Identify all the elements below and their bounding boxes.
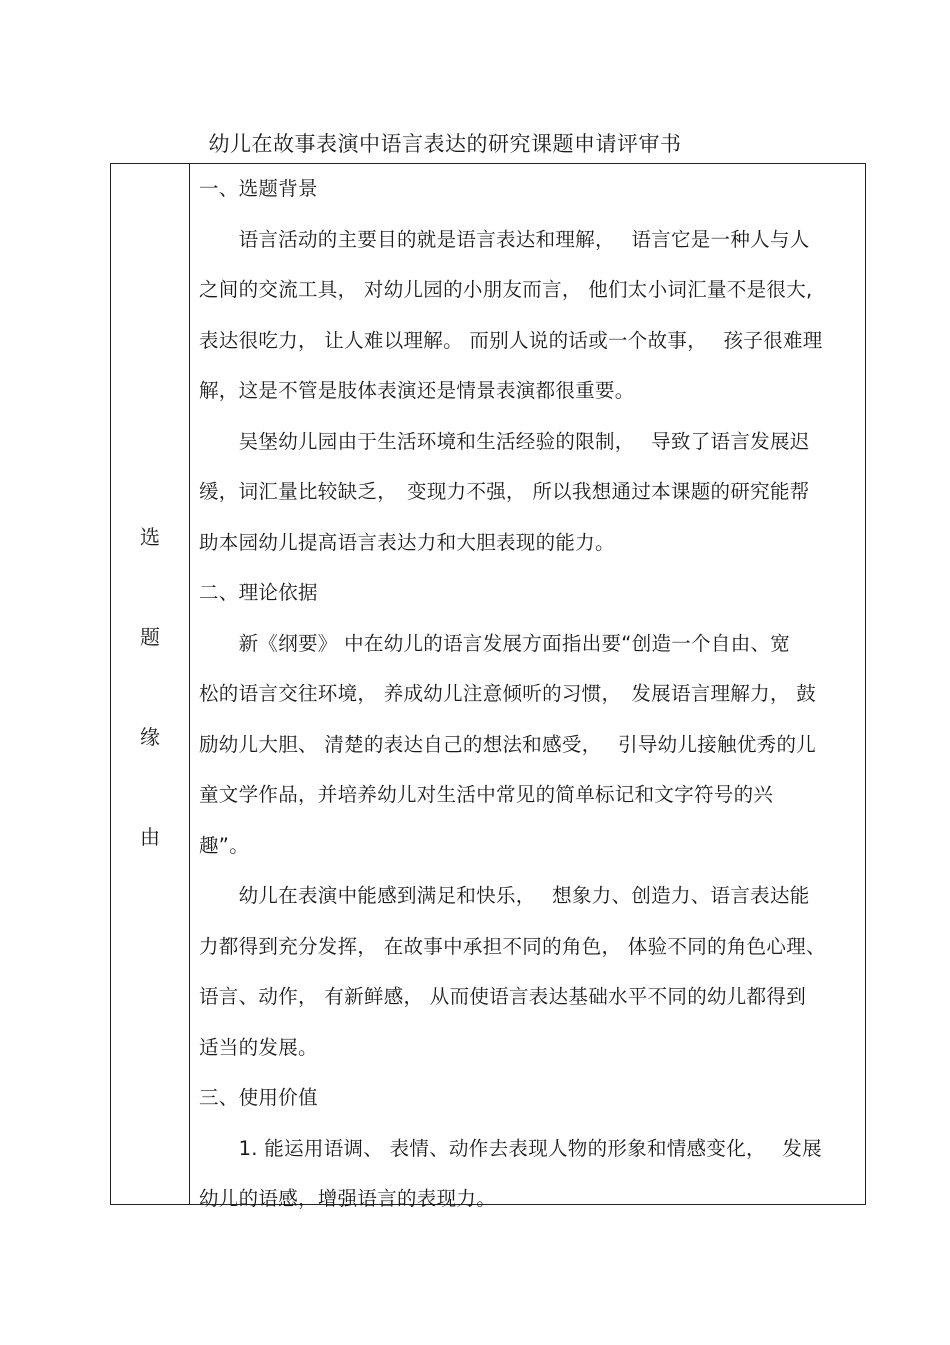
- text-line: 之间的交流工具， 对幼儿园的小朋友而言， 他们太小词汇量不是很大,: [199, 278, 813, 301]
- text-line: 表达很吃力， 让人难以理解。 而别人说的话或一个故事， 孩子很难理: [199, 328, 823, 352]
- text-line: 励幼儿大胆、 清楚的表达自己的想法和感受， 引导幼儿接触优秀的儿: [199, 732, 817, 756]
- text-line: 童文学作品，并培养幼儿对生活中常见的简单标记和文字符号的兴: [199, 783, 774, 806]
- column-divider: [189, 164, 190, 1204]
- text-line: 语言、动作， 有新鲜感， 从而使语言表达基础水平不同的幼儿都得到: [199, 985, 806, 1008]
- text-line: 解，这是不管是肢体表演还是情景表演都很重要。: [199, 379, 635, 402]
- text-line: 幼儿的语感，增强语言的表现力。: [199, 1187, 497, 1210]
- text-line: 力都得到充分发挥， 在故事中承担不同的角色， 体验不同的角色心理、: [199, 934, 826, 958]
- row-label-char-1: 选: [140, 525, 160, 549]
- document-title: 幼儿在故事表演中语言表达的研究课题申请评审书: [208, 132, 682, 156]
- text-line: 1. 能运用语调、 表情、动作去表现人物的形象和情感变化， 发展: [199, 1136, 822, 1160]
- text-line: 新《纲要》 中在幼儿的语言发展方面指出要“创造一个自由、宽: [199, 631, 791, 655]
- paragraph: [199, 619, 864, 872]
- text-line: 趣”。: [199, 833, 250, 857]
- row-label-char-2: 题: [140, 625, 160, 649]
- text-line: 松的语言交往环境， 养成幼儿注意倾听的习惯， 发展语言理解力， 鼓: [199, 682, 817, 705]
- text-line: 适当的发展。: [199, 1035, 318, 1059]
- paragraph: [199, 1124, 864, 1225]
- text-line: 语言活动的主要目的就是语言表达和理解， 语言它是一种人与人: [199, 227, 810, 251]
- row-label-char-4: 由: [140, 825, 160, 849]
- paragraph: [199, 215, 864, 417]
- text-line: 幼儿在表演中能感到满足和快乐， 想象力、创造力、语言表达能: [199, 884, 810, 907]
- table-content: [199, 164, 864, 1225]
- paragraph: [199, 871, 864, 1073]
- text-line: 助本园幼儿提高语言表达力和大胆表现的能力。: [199, 530, 615, 554]
- text-line: 吴堡幼儿园由于生活环境和生活经验的限制， 导致了语言发展迟: [199, 429, 810, 453]
- section-heading: 三、使用价值: [199, 1086, 318, 1109]
- paragraph: [199, 417, 864, 569]
- section-heading: 一、选题背景: [199, 177, 318, 200]
- review-table: [110, 163, 866, 1210]
- section-heading: 二、理论依据: [199, 581, 318, 604]
- text-line: 缓，词汇量比较缺乏， 变现力不强， 所以我想通过本课题的研究能帮: [199, 480, 810, 503]
- row-label-char-3: 缘: [140, 725, 160, 749]
